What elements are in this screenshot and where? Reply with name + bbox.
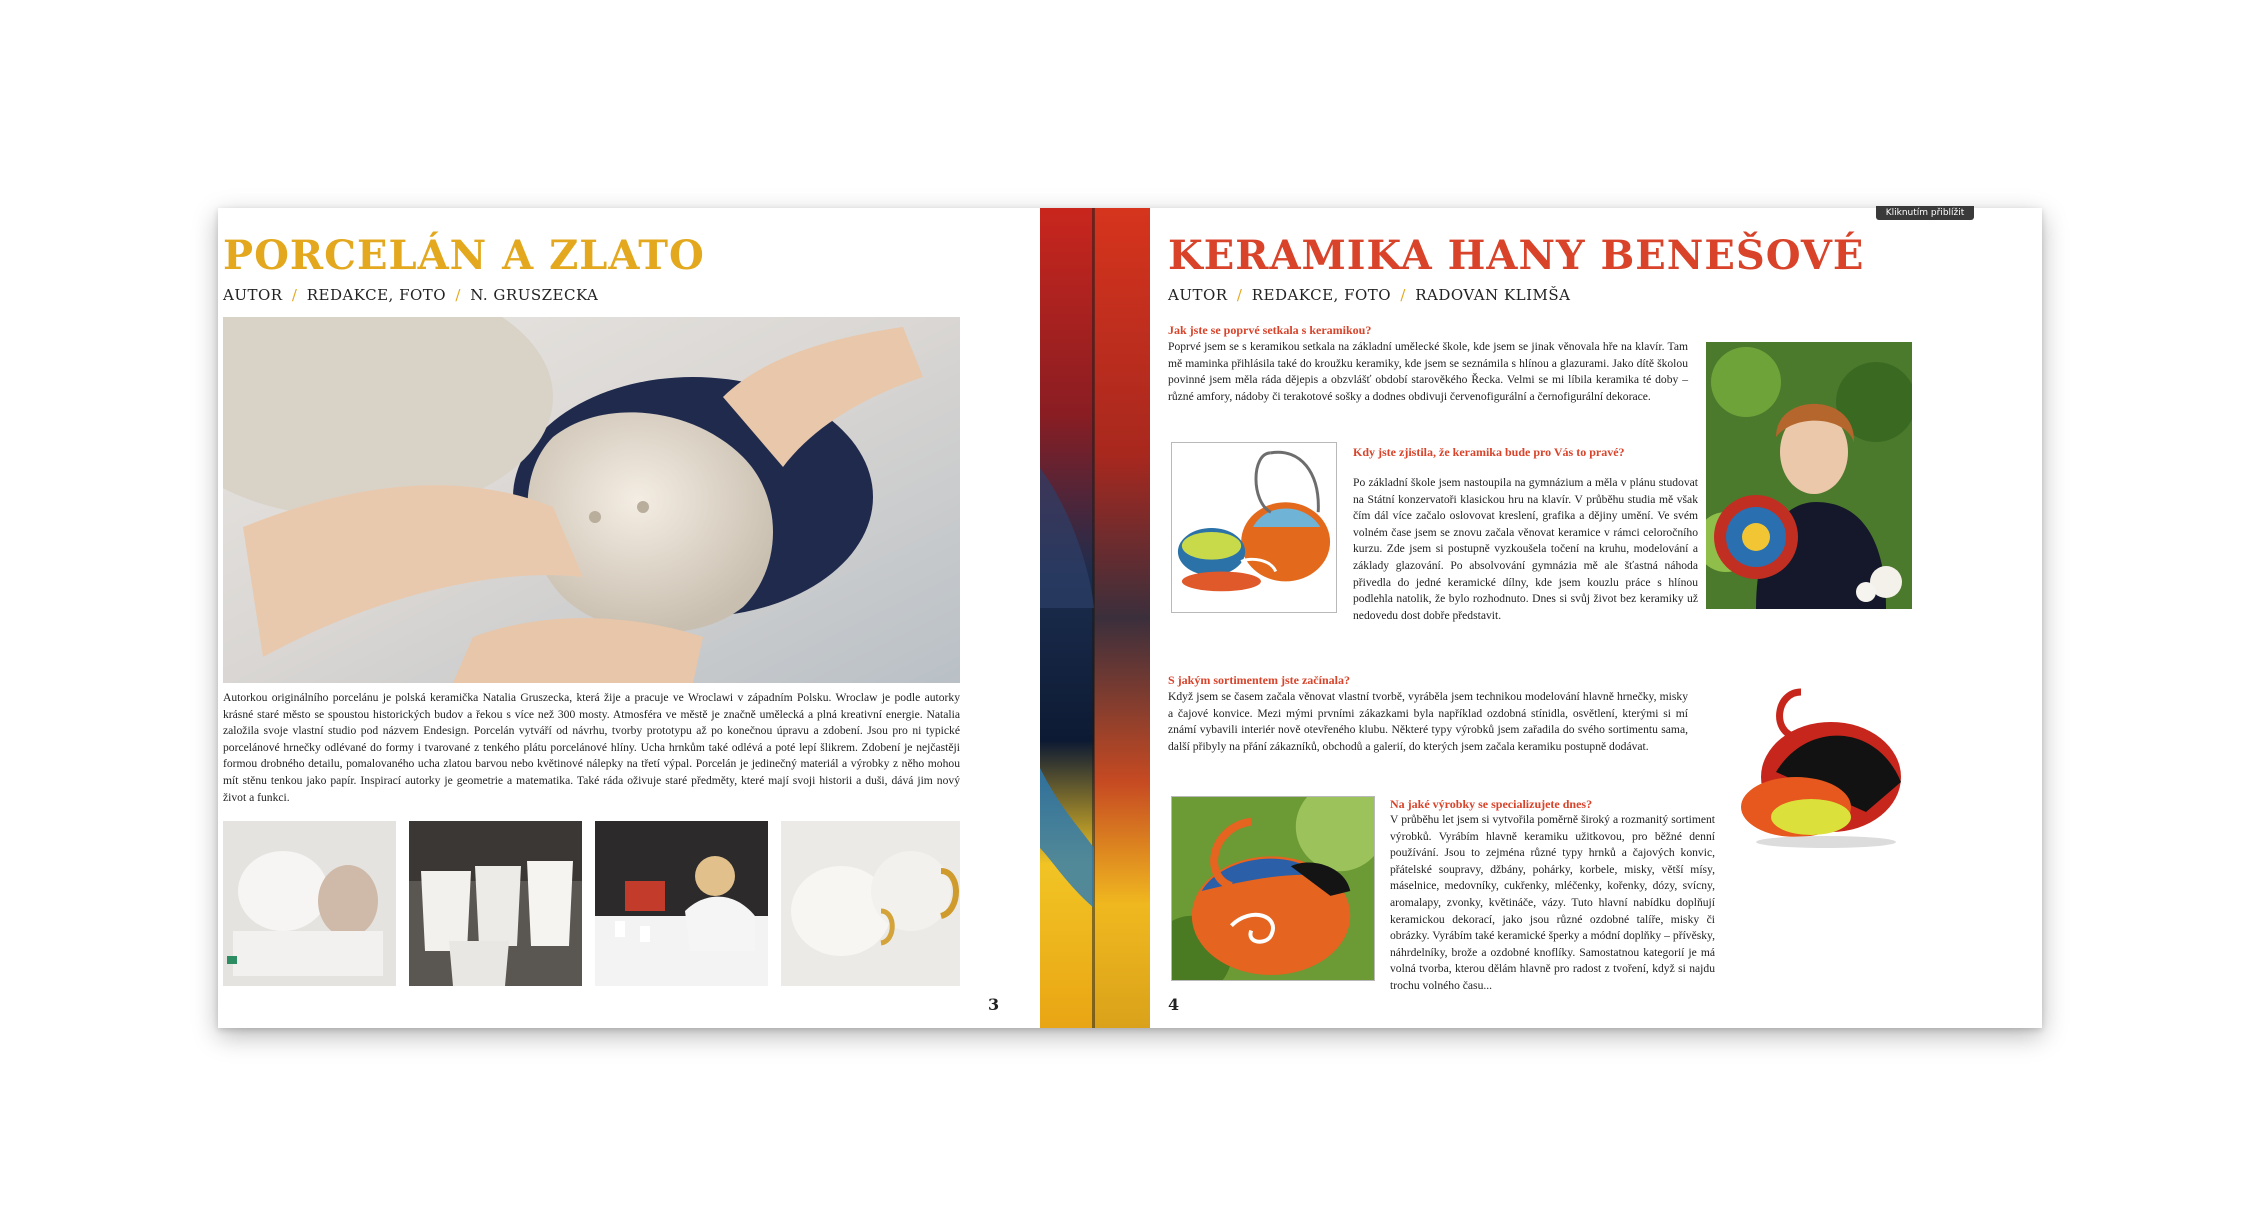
- byline-separator: /: [1400, 286, 1406, 304]
- left-page-article-text: Autorkou originálního porcelánu je polská keramička Natalia Gruszecka, která žije a pracuje ve Wroclawi v západním Polsku. Wroclaw je podle autorky krásné staré město se spoustou historických budov a řekou s více než 300 mosty. Atmosféra ve městě je značně umělecká a plná kreativní energie. Natalia založila svoje vlastní studio pod názvem Endesign. Porcelán vytváří od návrhu, tvorby prototypu až po konečnou úpravu a zdobení. Jsou pro ni typické porcelánové hrnečky odlévané do formy i tvarované z tenkého plátu porcelánové hlíny. Ucha hrnkům také odlévá a poté lepí šlikrem. Zdobení je nejčastěji formou drobného detailu, pomalovaného ucha zlatou barvou nebo květinové nálepky na třetí výpal. Porcelán je jedinečný materiál a výrobky z něho mohou mít stěnu tenkou jako papír. Inspirací autorky je geometrie a matematika. Také ráda oživuje staré předměty, které mají svoji historii a duši, dává jim nový život a funkci.: [223, 691, 960, 804]
- right-page-title: KERAMIKA HANY BENEŠOVÉ: [1168, 232, 1865, 279]
- byline-role: REDAKCE, FOTO: [306, 286, 447, 304]
- thumb-gold-handle-cups[interactable]: [781, 821, 960, 986]
- magazine-spread: [218, 208, 2042, 1028]
- question-1: Jak jste se poprvé setkala s keramikou?: [1168, 323, 1372, 337]
- photo-colorful-teapot-set[interactable]: [1171, 442, 1337, 613]
- zoom-hint-badge[interactable]: Kliknutím přiblížit: [1876, 206, 1974, 220]
- thumb-porcelain-molds[interactable]: [223, 821, 396, 986]
- qa-block-3: [1168, 672, 1688, 755]
- right-page: [1150, 208, 2042, 1028]
- answer-2: Po základní škole jsem nastoupila na gymnázium a měla v plánu studovat na Státní konzervatoři klasickou hru na klavír. V průběhu studia mě však čím dál více začalo oslovovat kreslení, grafika a dějiny umění. Ve svém volném čase jsem se znovu začala věnovat keramice v rámci celoročního kurzu. Zde jsem si postupně vyzkoušela točení na kruhu, modelování a základy glazování. Po absolvování gymnázia mě ale šťastná náhoda přivedla do jedné keramické dílny, kde jsem kouzlu práce s hlínou podlehla natolik, že bylo rozhodnuto. Dnes si svůj život bez keramiky už nedovedu dost dobře představit.: [1353, 476, 1698, 622]
- spine-ceramic-photo: [1040, 208, 1150, 1028]
- byline-label: AUTOR: [1168, 286, 1228, 304]
- byline-author: N. GRUSZECKA: [470, 286, 599, 304]
- qa-block-4: [1390, 796, 1914, 813]
- answer-4: V průběhu let jsem si vytvořila poměrně široký a rozmanitý sortiment výrobků. Vyrábím hlavně keramiku užitkovou, pro běžné denní používání. Jsou to zejména různé typy hrnků a čajových konvic, přátelské soupravy, džbány, pohárky, korbele, misky, větší mísy, máselnice, medovníky, cukřenky, mléčenky, kořenky, dózy, svícny, aromalapy, zvonky, květináče, vázy. Tuto hlavní nabídku doplňují keramickou dekorací, jako jsou různé ozdobné talíře, misky či obrázky. Vyrábím také keramické šperky a módní doplňky – přívěsky, náhrdelníky, brože a ozdobné knoflíky. Samostatnou kategorií je má volná tvorba, kterou dělám hlavně pro radost z tvoření, když si najdu trochu volného času...: [1390, 813, 1715, 992]
- byline-label: AUTOR: [223, 286, 283, 304]
- left-page-title: PORCELÁN A ZLATO: [223, 232, 705, 279]
- right-page-byline: [1168, 286, 1571, 304]
- qa-block-2: [1353, 444, 1912, 461]
- thumb-artist-working[interactable]: [595, 821, 768, 986]
- photo-hana-benesova-portrait[interactable]: [1706, 342, 1912, 609]
- hero-photo-porcelain-mask[interactable]: [223, 317, 960, 683]
- right-page-number: 4: [1168, 995, 1180, 1014]
- byline-separator: /: [291, 286, 298, 304]
- byline-role: REDAKCE, FOTO: [1251, 286, 1392, 304]
- photo-swirl-pitcher[interactable]: [1171, 796, 1375, 981]
- left-page: [218, 208, 1040, 1028]
- left-page-byline: [223, 286, 598, 304]
- left-page-number: 3: [988, 995, 1000, 1014]
- question-3: S jakým sortimentem jste začínala?: [1168, 673, 1350, 687]
- answer-1: Poprvé jsem se s keramikou setkala na základní umělecké škole, kde jsem se jinak věnovala hře na klavír. Tam mě maminka přihlásila také do kroužku keramiky, kde jsem se seznámila s hlínou a glazurami. Jako dítě školou povinné jsem měla ráda dějepis a obzvlášť období starověkého Řecka. Velmi se mi líbila keramika té doby – různé amfory, nádoby či terakotové sošky a dodnes obdivuji červenofigurální a černofigurální dekorace.: [1168, 340, 1688, 403]
- question-4: Na jaké výrobky se specializujete dnes?: [1390, 797, 1593, 811]
- question-2: Kdy jste zjistila, že keramika bude pro Vás to pravé?: [1353, 445, 1625, 459]
- thumb-face-cups[interactable]: [409, 821, 582, 986]
- answer-3: Když jsem se časem začala věnovat vlastní tvorbě, vyráběla jsem technikou modelování hlavně hrnečky, misky a čajové konvice. Mezi mými prvními zákazkami byla například ozdobná stínidla, osvětlení, kterými si mí známí vybavili interiér nově otevřeného klubu. Některé typy výrobků jsem zařadila do svého sortimentu sama, další přibyly na přání zákazníků, obchodů a galerií, do kterých jsem začala keramiku postupně dodávat.: [1168, 690, 1688, 753]
- qa-block-1: [1168, 322, 1688, 405]
- byline-author: RADOVAN KLIMŠA: [1415, 286, 1571, 304]
- photo-red-black-pitchers[interactable]: [1716, 682, 1914, 850]
- byline-separator: /: [455, 286, 461, 304]
- byline-separator: /: [1236, 286, 1243, 304]
